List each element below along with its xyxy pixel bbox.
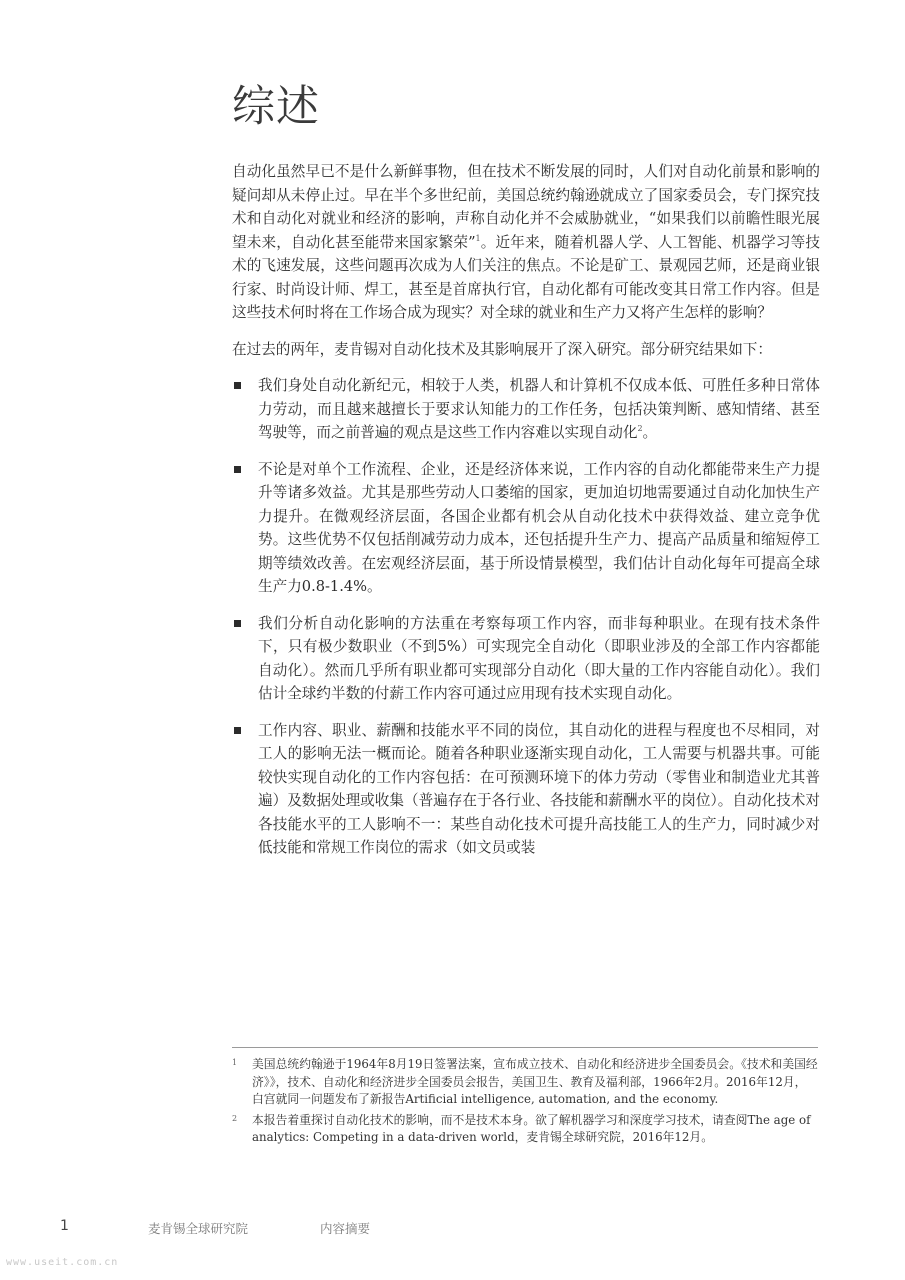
footnote [232, 1112, 818, 1147]
footnote-ref: 1 [475, 233, 481, 243]
footnotes [232, 1056, 818, 1150]
page-title: 综述 [232, 82, 320, 132]
paragraph-text: 自动化虽然早已不是什么新鲜事物，但在技术不断发展的同时，人们对自动化前景和影响的疑问却从未停止过。早在半个多世纪前，美国总统约翰逊就成立了国家委员会，专门探究技术和自动化对就业和经济的影响，声称自动化并不会威胁就业，“如果我们以前瞻性眼光展望未来，自动化甚至能带来国家繁荣” [232, 163, 820, 251]
footnote [232, 1056, 818, 1109]
list-item [232, 719, 820, 860]
square-bullet-icon [234, 620, 241, 627]
square-bullet-icon [234, 382, 241, 389]
footnote-ref: 2 [637, 424, 643, 434]
intro-paragraph: 在过去的两年，麦肯锡对自动化技术及其影响展开了深入研究。部分研究结果如下： [232, 340, 772, 358]
footnote-number: 2 [232, 1113, 238, 1123]
main-body [232, 160, 820, 873]
page-number: 1 [60, 1218, 69, 1234]
list-item-text: 。 [642, 424, 658, 441]
list-item [232, 458, 820, 599]
list-item-text: 工作内容、职业、薪酬和技能水平不同的岗位，其自动化的进程与程度也不尽相同，对工人的影响无法一概而论。随着各种职业逐渐实现自动化，工人需要与机器共事。可能较快实现自动化的工作内容包括：在可预测环境下的体力劳动（零售业和制造业尤其普遍）及数据处理或收集（普遍存在于各行业、各技能和薪酬水平的岗位）。自动化技术对各技能水平的工人影响不一：某些自动化技术可提升高技能工人的生产力，同时减少对低技能和常规工作岗位的需求（如文员或装 [258, 721, 820, 856]
square-bullet-icon [234, 466, 241, 473]
square-bullet-icon [234, 727, 241, 734]
footnote-text: 美国总统约翰逊于1964年8月19日签署法案，宣布成立技术、自动化和经济进步全国委员会。《技术和美国经济》》，技术、自动化和经济进步全国委员会报告，美国卫生、教育及福利部，1966年2月。2016年12月，白宫就同一问题发布了新报告Artificial intelligence, automation, and the economy. [252, 1057, 818, 1106]
footnote-divider [232, 1047, 818, 1048]
list-item [232, 374, 820, 445]
footnote-number: 1 [232, 1058, 238, 1067]
intro-paragraph [232, 160, 820, 325]
watermark: www.useit.com.cn [6, 1257, 119, 1268]
page-footer [0, 1218, 905, 1242]
footnote-text: 本报告着重探讨自动化技术的影响，而不是技术本身。欲了解机器学习和深度学习技术，请查阅The age of analytics: Competing in a data-driven world，麦肯锡全球研究院，2016年12月。 [252, 1112, 811, 1144]
list-item-text: 我们分析自动化影响的方法重在考察每项工作内容，而非每种职业。在现有技术条件下，只有极少数职业（不到5%）可实现完全自动化（即职业涉及的全部工作内容都能自动化）。然而几乎所有职业都可实现部分自动化（即大量的工作内容能自动化）。我们估计全球约半数的付薪工作内容可通过应用现有技术实现自动化。 [258, 614, 820, 702]
publisher-name: 麦肯锡全球研究院 [148, 1221, 249, 1236]
list-item-text: 不论是对单个工作流程、企业，还是经济体来说，工作内容的自动化都能带来生产力提升等诸多效益。尤其是那些劳动人口萎缩的国家，更加迫切地需要通过自动化加快生产力提升。在微观经济层面，各国企业都有机会从自动化技术中获得效益、建立竞争优势。这些优势不仅包括削减劳动力成本，还包括提升生产力、提高产品质量和缩短停工期等绩效改善。在宏观经济层面，基于所设情景模型，我们估计自动化每年可提高全球生产力0.8-1.4%。 [258, 460, 820, 595]
list-item [232, 612, 820, 706]
findings-list [232, 374, 820, 860]
section-name: 内容摘要 [320, 1221, 371, 1236]
list-item-text: 我们身处自动化新纪元，相较于人类，机器人和计算机不仅成本低、可胜任多种日常体力劳动，而且越来越擅长于要求认知能力的工作任务，包括决策判断、感知情绪、甚至驾驶等，而之前普遍的观点是这些工作内容难以实现自动化 [258, 377, 820, 441]
paragraph-text: 。近年来，随着机器人学、人工智能、机器学习等技术的飞速发展，这些问题再次成为人们关注的焦点。不论是矿工、景观园艺师，还是商业银行家、时尚设计师、焊工，甚至是首席执行官，自动化都有可能改变其日常工作内容。但是这些技术何时将在工作场合成为现实？对全球的就业和生产力又将产生怎样的影响？ [232, 233, 820, 321]
